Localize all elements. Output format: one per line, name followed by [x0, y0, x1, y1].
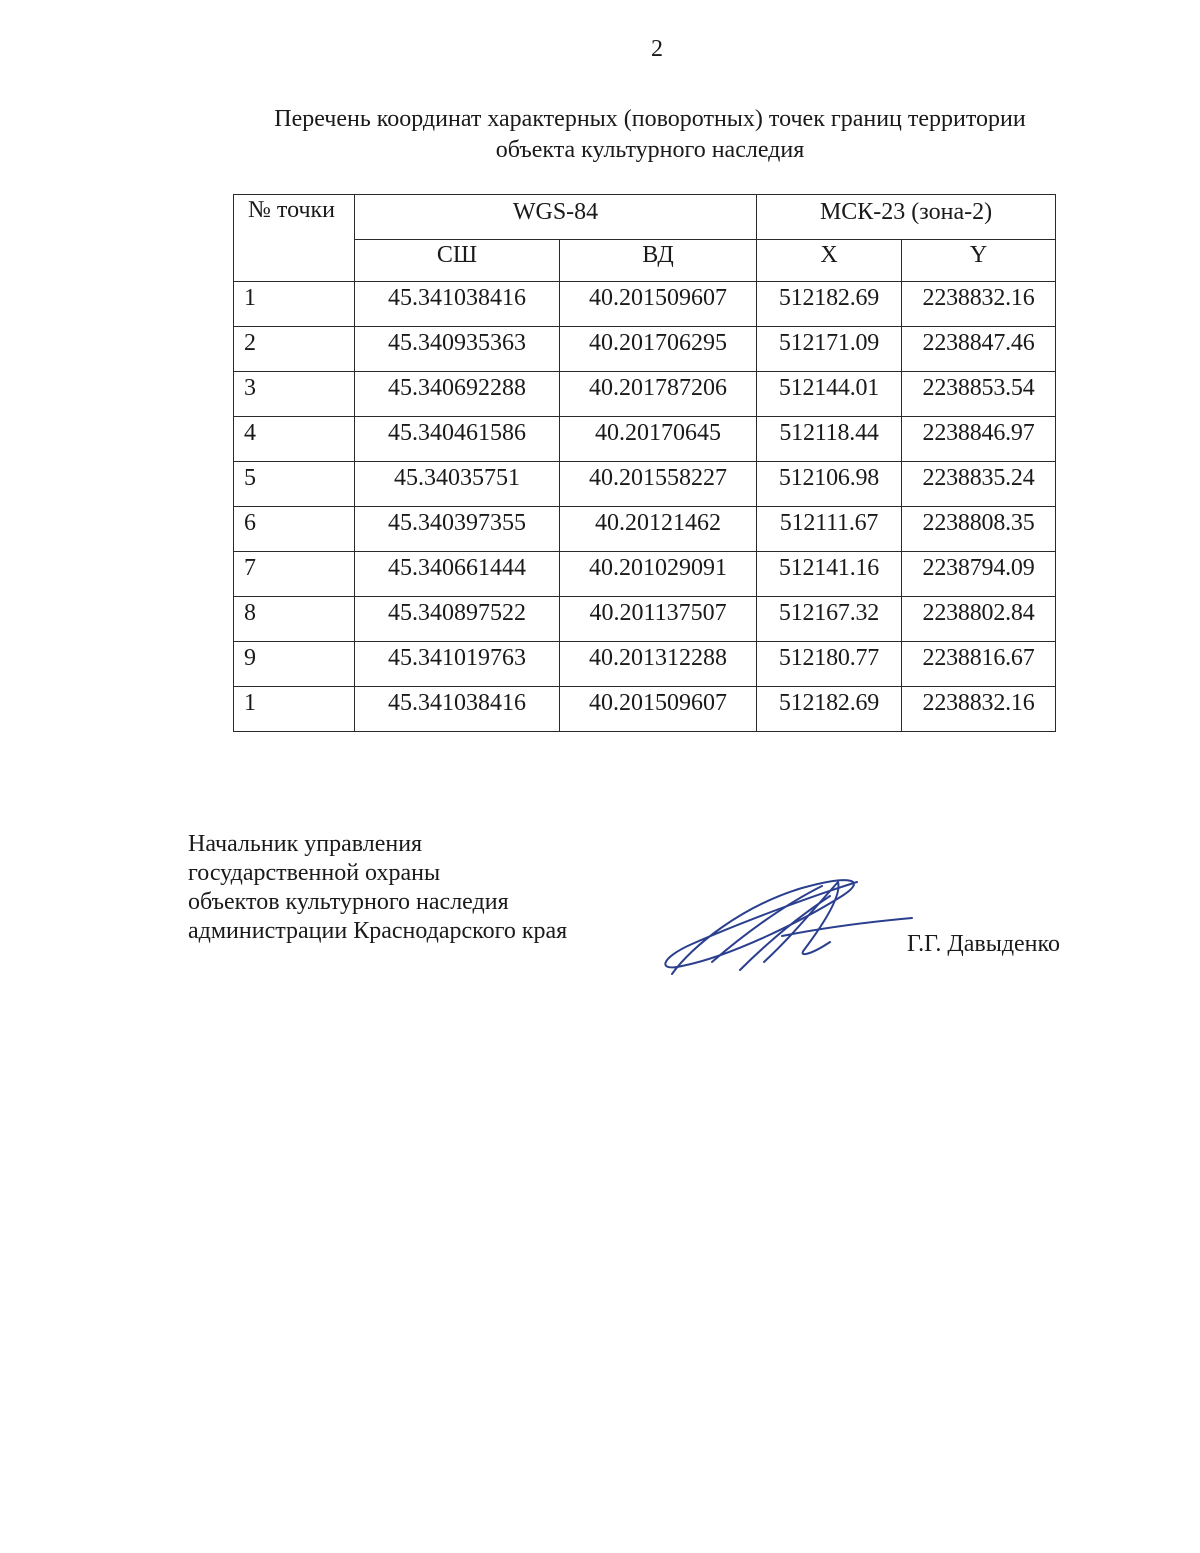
latitude-cell: 45.340692288 — [355, 372, 560, 417]
longitude-cell: 40.201509607 — [560, 282, 757, 327]
latitude-cell: 45.340897522 — [355, 597, 560, 642]
table-row — [234, 372, 1056, 417]
y-cell: 2238832.16 — [902, 687, 1056, 732]
point-number-cell: 6 — [234, 507, 355, 552]
point-number-cell: 9 — [234, 642, 355, 687]
table-row — [234, 597, 1056, 642]
coordinates-table — [233, 194, 1056, 732]
table-header-row — [234, 195, 1056, 240]
page-number: 2 — [651, 36, 663, 62]
y-cell: 2238816.67 — [902, 642, 1056, 687]
point-number-cell: 7 — [234, 552, 355, 597]
x-header: X — [757, 240, 902, 282]
x-cell: 512144.01 — [757, 372, 902, 417]
wgs84-header: WGS-84 — [355, 195, 757, 240]
point-number-cell: 8 — [234, 597, 355, 642]
longitude-cell: 40.20121462 — [560, 507, 757, 552]
longitude-cell: 40.201787206 — [560, 372, 757, 417]
latitude-cell: 45.34035751 — [355, 462, 560, 507]
point-number-cell: 2 — [234, 327, 355, 372]
longitude-cell: 40.20170645 — [560, 417, 757, 462]
point-number-cell: 1 — [234, 282, 355, 327]
signatory-position — [188, 830, 567, 946]
y-cell: 2238853.54 — [902, 372, 1056, 417]
point-number-cell: 3 — [234, 372, 355, 417]
signatory-position-line-1: Начальник управления — [188, 831, 423, 857]
table-subheader-row — [234, 240, 1056, 282]
x-cell: 512106.98 — [757, 462, 902, 507]
document-title — [150, 104, 1150, 166]
longitude-cell: 40.201137507 — [560, 597, 757, 642]
y-cell: 2238847.46 — [902, 327, 1056, 372]
table-row — [234, 327, 1056, 372]
x-cell: 512171.09 — [757, 327, 902, 372]
longitude-cell: 40.201509607 — [560, 687, 757, 732]
longitude-header: ВД — [560, 240, 757, 282]
table-row — [234, 552, 1056, 597]
y-cell: 2238846.97 — [902, 417, 1056, 462]
x-cell: 512180.77 — [757, 642, 902, 687]
signatory-position-line-3: объектов культурного наследия — [188, 889, 509, 915]
point-number-cell: 1 — [234, 687, 355, 732]
x-cell: 512182.69 — [757, 282, 902, 327]
table-row — [234, 507, 1056, 552]
table-row — [234, 642, 1056, 687]
y-header: Y — [902, 240, 1056, 282]
document-title-line-2: объекта культурного наследия — [495, 137, 805, 163]
x-cell: 512111.67 — [757, 507, 902, 552]
table-row — [234, 282, 1056, 327]
handwritten-signature — [652, 866, 914, 986]
y-cell: 2238794.09 — [902, 552, 1056, 597]
latitude-cell: 45.340461586 — [355, 417, 560, 462]
longitude-cell: 40.201706295 — [560, 327, 757, 372]
y-cell: 2238802.84 — [902, 597, 1056, 642]
signatory-position-line-2: государственной охраны — [188, 860, 441, 886]
document-title-line-1: Перечень координат характерных (поворотных) точек границ территории — [274, 106, 1026, 132]
latitude-cell: 45.340397355 — [355, 507, 560, 552]
signatory-name: Г.Г. Давыденко — [907, 931, 1060, 957]
x-cell: 512182.69 — [757, 687, 902, 732]
point-number-cell: 5 — [234, 462, 355, 507]
y-cell: 2238808.35 — [902, 507, 1056, 552]
latitude-cell: 45.341038416 — [355, 687, 560, 732]
x-cell: 512167.32 — [757, 597, 902, 642]
point-number-cell: 4 — [234, 417, 355, 462]
latitude-header: СШ — [355, 240, 560, 282]
latitude-cell: 45.340935363 — [355, 327, 560, 372]
longitude-cell: 40.201312288 — [560, 642, 757, 687]
y-cell: 2238832.16 — [902, 282, 1056, 327]
table-row — [234, 462, 1056, 507]
y-cell: 2238835.24 — [902, 462, 1056, 507]
msk23-header: МСК-23 (зона-2) — [757, 195, 1056, 240]
table-row — [234, 417, 1056, 462]
signatory-position-line-4: администрации Краснодарского края — [188, 918, 568, 944]
longitude-cell: 40.201558227 — [560, 462, 757, 507]
x-cell: 512118.44 — [757, 417, 902, 462]
longitude-cell: 40.201029091 — [560, 552, 757, 597]
x-cell: 512141.16 — [757, 552, 902, 597]
latitude-cell: 45.341038416 — [355, 282, 560, 327]
table-row — [234, 687, 1056, 732]
point-number-header: № точки — [234, 195, 355, 282]
latitude-cell: 45.341019763 — [355, 642, 560, 687]
latitude-cell: 45.340661444 — [355, 552, 560, 597]
